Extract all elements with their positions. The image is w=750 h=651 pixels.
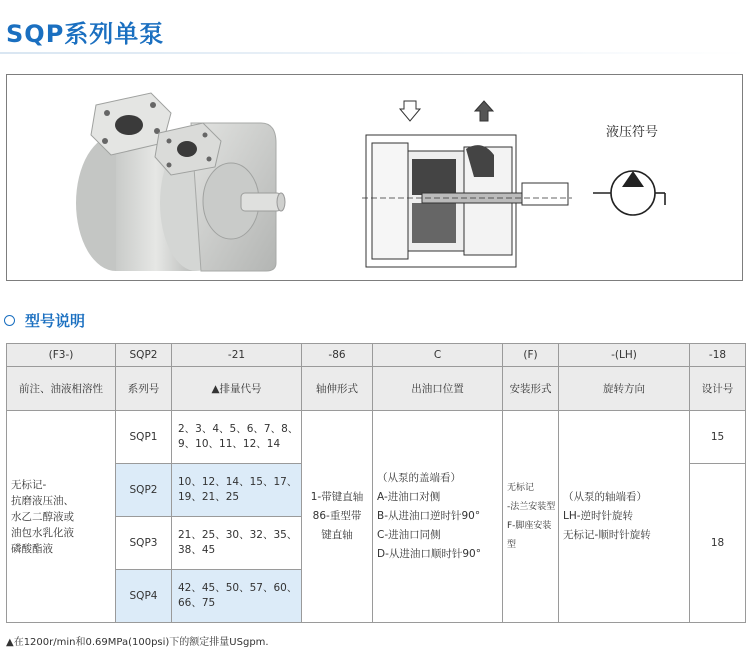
- column-header: 出油口位置: [373, 367, 503, 411]
- displacement-cell: 2、3、4、5、6、7、8、9、10、11、12、14: [172, 411, 302, 464]
- shaft-cell: 1-带键直轴 86-重型带 键直轴: [302, 411, 373, 623]
- design-cell: 15: [690, 411, 746, 464]
- series-code-cell: SQP3: [116, 517, 172, 570]
- hydraulic-pump-symbol-icon: [593, 167, 683, 219]
- header-code-row: [7, 344, 746, 367]
- code-cell: -86: [302, 344, 373, 367]
- section-bullet-icon: [4, 315, 15, 326]
- code-cell: -21: [172, 344, 302, 367]
- column-header: ▲排量代号: [172, 367, 302, 411]
- displacement-cell: 21、25、30、32、35、38、45: [172, 517, 302, 570]
- column-header: 前注、油液相溶性: [7, 367, 116, 411]
- column-header: 设计号: [690, 367, 746, 411]
- title-divider: [0, 52, 750, 54]
- header-name-row: [7, 367, 746, 411]
- rotation-cell: （从泵的轴端看） LH-逆时针旋转 无标记-顺时针旋转: [559, 411, 690, 623]
- displacement-cell: 42、45、50、57、60、66、75: [172, 570, 302, 623]
- mount-cell: 无标记 -法兰安装型 F-脚座安装型: [503, 411, 559, 623]
- table-row: [7, 411, 746, 464]
- model-code-table: [6, 343, 746, 623]
- column-header: 旋转方向: [559, 367, 690, 411]
- series-code-cell: SQP2: [116, 464, 172, 517]
- code-cell: -(LH): [559, 344, 690, 367]
- outlet-cell: （从泵的盖端看） A-进油口对侧 B-从进油口逆时针90° C-进油口同侧 D-从进油口顺时针90°: [373, 411, 503, 623]
- displacement-cell: 10、12、14、15、17、19、21、25: [172, 464, 302, 517]
- fluid-cell: 无标记- 抗磨液压油、 水乙二醇液或 油包水乳化液 磷酸酯液: [7, 411, 116, 623]
- page-title: SQP系列单泵: [6, 20, 165, 48]
- column-header: 轴伸形式: [302, 367, 373, 411]
- code-cell: (F3-): [7, 344, 116, 367]
- pump-illustration: [71, 83, 291, 273]
- section-title: 型号说明: [25, 312, 86, 330]
- series-code-cell: SQP4: [116, 570, 172, 623]
- pump-section-drawing: [362, 99, 572, 275]
- column-header: 系列号: [116, 367, 172, 411]
- code-cell: SQP2: [116, 344, 172, 367]
- code-cell: -18: [690, 344, 746, 367]
- design-cell: 18: [690, 464, 746, 623]
- hydraulic-symbol-label: 液压符号: [606, 125, 659, 140]
- product-figure-panel: [6, 74, 743, 281]
- section-header: [4, 310, 85, 331]
- code-cell: (F): [503, 344, 559, 367]
- series-code-cell: SQP1: [116, 411, 172, 464]
- footnote: ▲在1200r/min和0.69MPa(100psi)下的额定排量USgpm.: [6, 637, 269, 648]
- column-header: 安装形式: [503, 367, 559, 411]
- code-cell: C: [373, 344, 503, 367]
